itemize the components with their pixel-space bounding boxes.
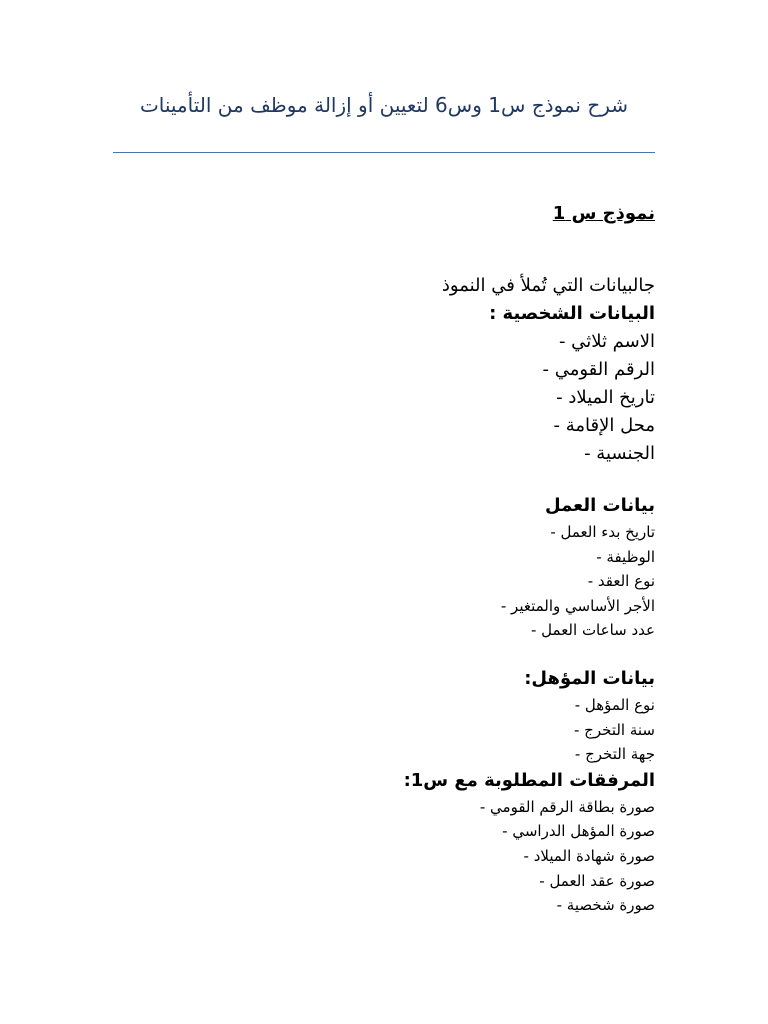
list-item: صورة بطاقة الرقم القومي - (479, 797, 655, 816)
work-data-list (113, 520, 655, 643)
title-underline-rule (113, 152, 655, 153)
list-item: الاسم ثلاثي - (558, 331, 655, 352)
list-item: تاريخ الميلاد - (556, 387, 655, 408)
list-item: تاريخ بدء العمل - (550, 523, 655, 541)
personal-data-heading: البيانات الشخصية : (489, 303, 655, 324)
list-item: الوظيفة - (596, 547, 655, 566)
spacer (113, 643, 655, 665)
attachments-heading: المرفقات المطلوبة مع س1: (403, 769, 655, 791)
list-item: الأجر الأساسي والمتغير - (500, 596, 655, 615)
list-item: صورة المؤهل الدراسي - (502, 822, 655, 841)
list-item: جهة التخرج - (574, 745, 655, 764)
list-item: عدد ساعات العمل - (530, 621, 655, 640)
intro-line: جالبيانات التي تُملأ في النموذ (441, 275, 655, 296)
list-item: الجنسية - (584, 443, 655, 464)
document-body (113, 200, 655, 918)
qualification-data-list (113, 693, 655, 767)
form-heading: نموذج س 1 (552, 203, 655, 224)
list-item: محل الإقامة - (553, 415, 655, 436)
spacer (113, 228, 655, 272)
list-item: صورة شهادة الميلاد - (523, 846, 655, 865)
list-item: الرقم القومي - (542, 359, 655, 380)
attachments-list (113, 795, 655, 918)
qualification-data-heading: بيانات المؤهل: (524, 667, 655, 689)
personal-data-list (113, 328, 655, 468)
list-item: نوع المؤهل - (574, 695, 655, 714)
list-item: نوع العقد - (587, 572, 655, 591)
spacer (113, 468, 655, 492)
document-title: شرح نموذج س1 وس6 لتعيين أو إزالة موظف من التأمينات (139, 93, 629, 117)
list-item: صورة عقد العمل - (539, 871, 655, 890)
work-data-heading: بيانات العمل (545, 495, 655, 516)
list-item: سنة التخرج - (574, 720, 655, 739)
list-item: صورة شخصية - (556, 896, 655, 915)
